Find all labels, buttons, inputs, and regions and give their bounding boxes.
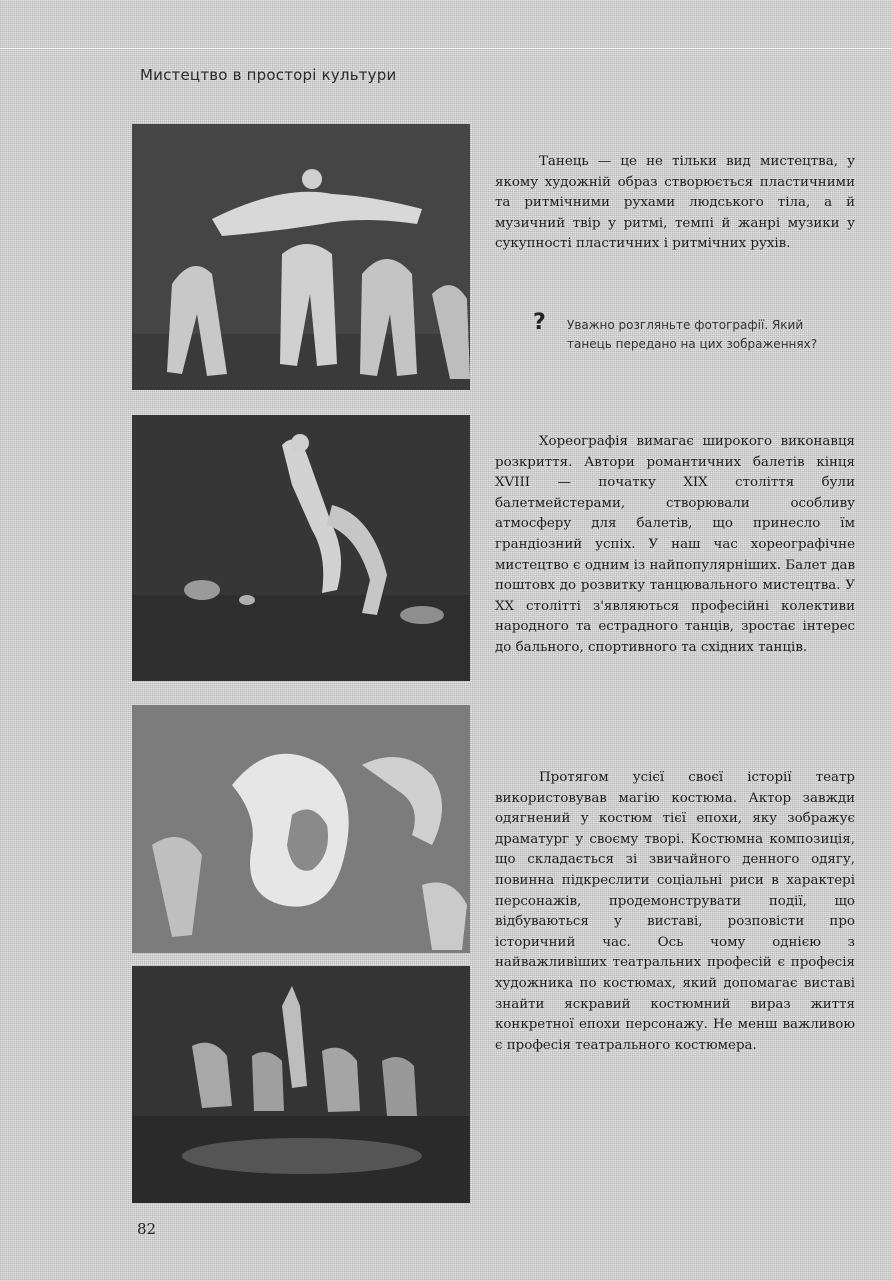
dance-photo-2-image bbox=[132, 415, 470, 681]
text-block-3 bbox=[495, 768, 855, 1056]
question-text: Уважно розгляньте фотографії. Який танець передано на цих зображеннях? bbox=[567, 318, 818, 351]
paragraph-costume: Протягом усієї своєї історії театр використовував магію костюма. Актор завжди одягнений у костюм тієї епохи, яку зображує драматург у своєму творі. Костюмна композиція, що складається зі звичайного денного одягу, повинна підкреслити соціальні риси в характері персонажів, продемонструвати події, що відбуваються у виставі, розповісти про історичний час. Ось чому однією з найважливіших театральних професій є професія художника по костюмах, який допомагає виставі знайти яскравий костюмний вираз життя конкретної епохи персонажу. Не менш важливою є професія театрального костюмера. bbox=[495, 770, 855, 1053]
text-block-2 bbox=[495, 432, 855, 659]
paragraph-dance-definition: Танець — це не тільки вид мистецтва, у якому художній образ створюється пластичними та ритмічними рухами людського тіла, а й музичний твір у ритмі, темпі й жанрі музики у сукупності пластичних і ритмічних рухів. bbox=[495, 154, 855, 252]
dance-photo-3 bbox=[132, 705, 470, 953]
dance-photo-4 bbox=[132, 966, 470, 1203]
paragraph-choreography: Хореографія вимагає широкого виконавця розкриття. Автори романтичних балетів кінця XVIII — початку XIX століття були балетмейстерами, створювали особливу атмосферу для балетів, що принесло їм грандіозний успіх. У наш час хореографічне мистецтво є одним із найпопулярніших. Балет дав поштовх до розвитку танцювального мистецтва. У XX столітті з'являються професійні колективи народного та естрадного танців, зростає інтерес до бального, спортивного та східних танців. bbox=[495, 434, 855, 655]
page-header: Мистецтво в просторі культури bbox=[140, 66, 397, 84]
page-number: 82 bbox=[137, 1220, 157, 1238]
dance-photo-1 bbox=[132, 124, 470, 390]
dance-photo-3-image bbox=[132, 705, 470, 953]
dance-photo-1-image bbox=[132, 124, 470, 390]
question-mark-icon: ? bbox=[533, 310, 546, 335]
header-rule bbox=[0, 48, 892, 49]
text-block-1 bbox=[495, 152, 855, 255]
dance-photo-2 bbox=[132, 415, 470, 681]
dance-photo-4-image bbox=[132, 966, 470, 1203]
